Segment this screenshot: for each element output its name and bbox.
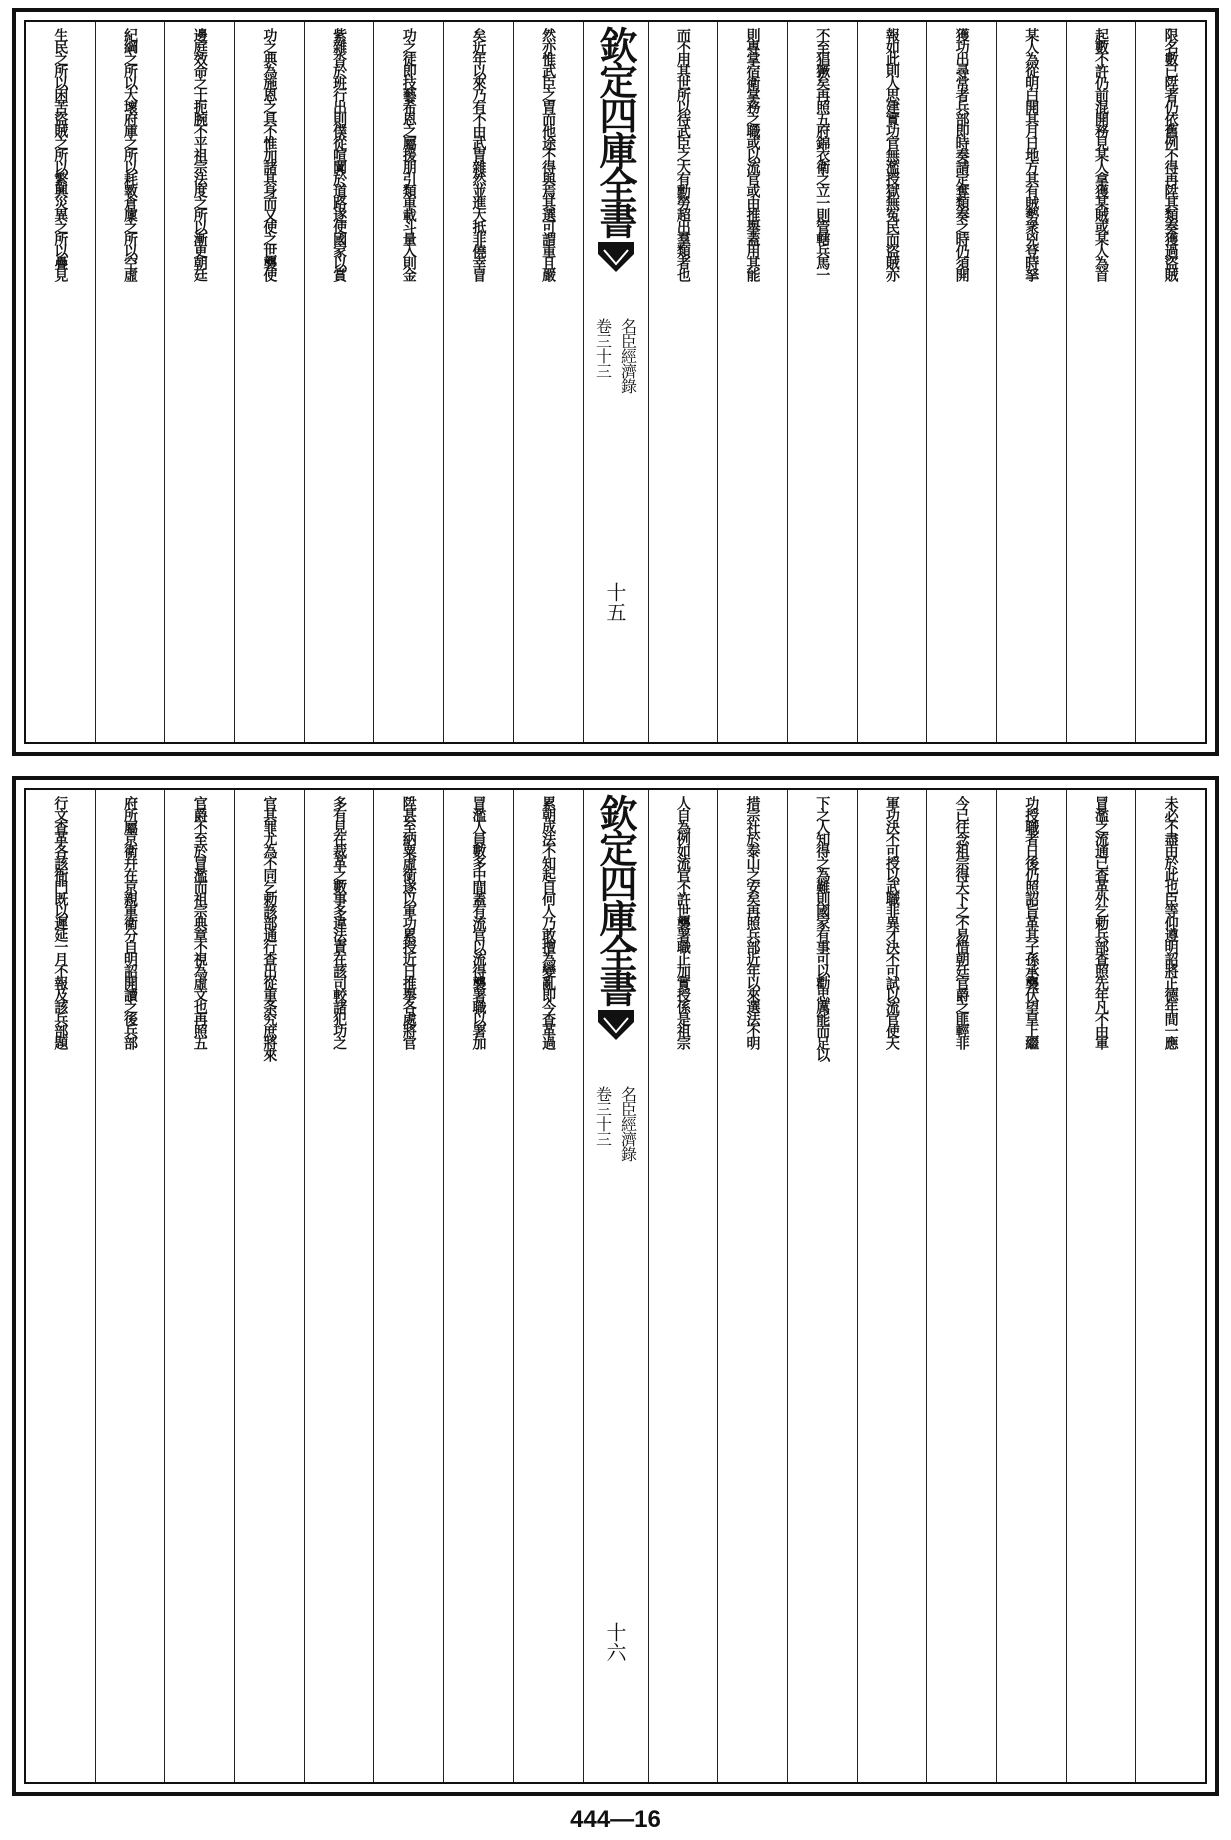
text-column: 下之人知得之為難則國家有事可以勸忠厲能而足以 [787,790,857,1782]
text-column: 紀綱之所以大壞府庫之所以耗斁倉廩之所以空虛 [95,22,165,742]
text-column: 獲功出尋常者兵部即時奏請定奪類奏之時仍須開 [926,22,996,742]
text-column: 邊庭效命之士扼腕不平祖宗法度之所以漸更朝廷 [164,22,234,742]
text-column: 官其罪尤為不同乞勅該部通行查出從重条究庶將來 [234,790,304,1782]
text-column: 累朝成法不知起自何人乃敢擅為變亂即今查革過 [513,790,583,1782]
collection-title: 欽定四庫全書 [593,26,638,236]
text-column: 多有見在裁革之數事多違法責在該司較諸犯功之 [304,790,374,1782]
volume-label: 卷三十三 [593,318,613,378]
text-column: 陞甚至納粟虛銜遂以軍功累授近日推舉各處將官 [373,790,443,1782]
text-column: 紫雜沓於班行出則僕從喧闐於道路遂使國家以賞 [304,22,374,742]
text-column: 然亦惟武臣之胄而他途不得與焉其選可謂重且嚴 [513,22,583,742]
text-column: 行文查革各該衙門既以遲延一月不報及該兵部題 [52,796,69,1048]
text-column: 人自為例如流官不許世襲署職止加實授係是祖宗 [648,790,718,1782]
center-fold-column [583,790,648,1782]
fish-tail-mark-icon [596,240,636,274]
text-column: 則專掌宿衛掌務之職或以流官或由推舉蓋用其能 [717,22,787,742]
book-info [592,318,640,393]
text-column: 冒濫之流通已查革外乞勅兵部查照先年凡不由軍 [1066,790,1136,1782]
volume-label: 卷三十三 [593,1086,613,1146]
text-column: 措宗社於泰山之安矣再照兵部近年以來選法不明 [717,790,787,1782]
text-column: 未必不盡由於此也臣等仰遵明詔將正德年間一應 [1135,790,1205,1782]
text-column: 軍功決不可授以武職非異才決不可試以流官使天 [857,790,927,1782]
text-column: 矣近年以來乃有不由武胄雜然並進大抵非僥幸冒 [443,22,513,742]
text-column: 今已往念祖宗得天下之不易惜朝廷官爵之匪輕非 [926,790,996,1782]
bottom-page [12,776,1219,1796]
book-title: 名臣經濟錄 [618,318,638,393]
bottom-page-columns [24,788,1207,1784]
text-column: 府所屬京衛幷在京親軍衛分自明詔開讀之後兵部 [95,790,165,1782]
book-info [592,1086,640,1161]
book-title: 名臣經濟錄 [618,1086,638,1161]
collection-title: 欽定四庫全書 [593,794,638,1004]
text-column: 某人為從明白開其月日地方其有賊勢衆兇登時拏 [996,22,1066,742]
leaf-number: 十六 [603,1622,627,1662]
text-column: 冒濫人員數多中間蓋有流官以流得襲署職以署加 [443,790,513,1782]
text-column: 報如此則人思建實功官無濫授獄無冤民而盜賊亦 [857,22,927,742]
text-column: 限名數已陞者仍依舊例不得再陞其類奏獲過盜賊 [1135,22,1205,742]
page-number: 444—16 [570,1806,661,1833]
text-column: 功之徒即技藝希恩之屬援朋引類車載斗量入則金 [373,22,443,742]
text-column: 生民之所以困苦盜賊之所以繁興災異之所以疊見 [52,28,69,280]
text-column: 不至猖獗矣再照五府錦衣衛之立一則管轄兵馬一 [787,22,857,742]
text-column: 起數不許仍前混開務見某人拿獲某賊或某人為首 [1066,22,1136,742]
center-fold-column [583,22,648,742]
text-column: 功授職者日後仍照詔旨革其子孫承襲伏望皇上繼 [996,790,1066,1782]
leaf-number: 十五 [603,582,627,622]
top-page [12,8,1219,756]
fish-tail-mark-icon [596,1008,636,1042]
text-column: 官爵不至於冒濫而祖宗典章不視為虛文也再照五 [164,790,234,1782]
top-page-columns [24,20,1207,744]
text-column: 而不用其世所以待武臣之大有勳勞超出羣類者也 [648,22,718,742]
text-column: 功之典為施恩之具不惟加諸其身而又使之世襲使 [234,22,304,742]
